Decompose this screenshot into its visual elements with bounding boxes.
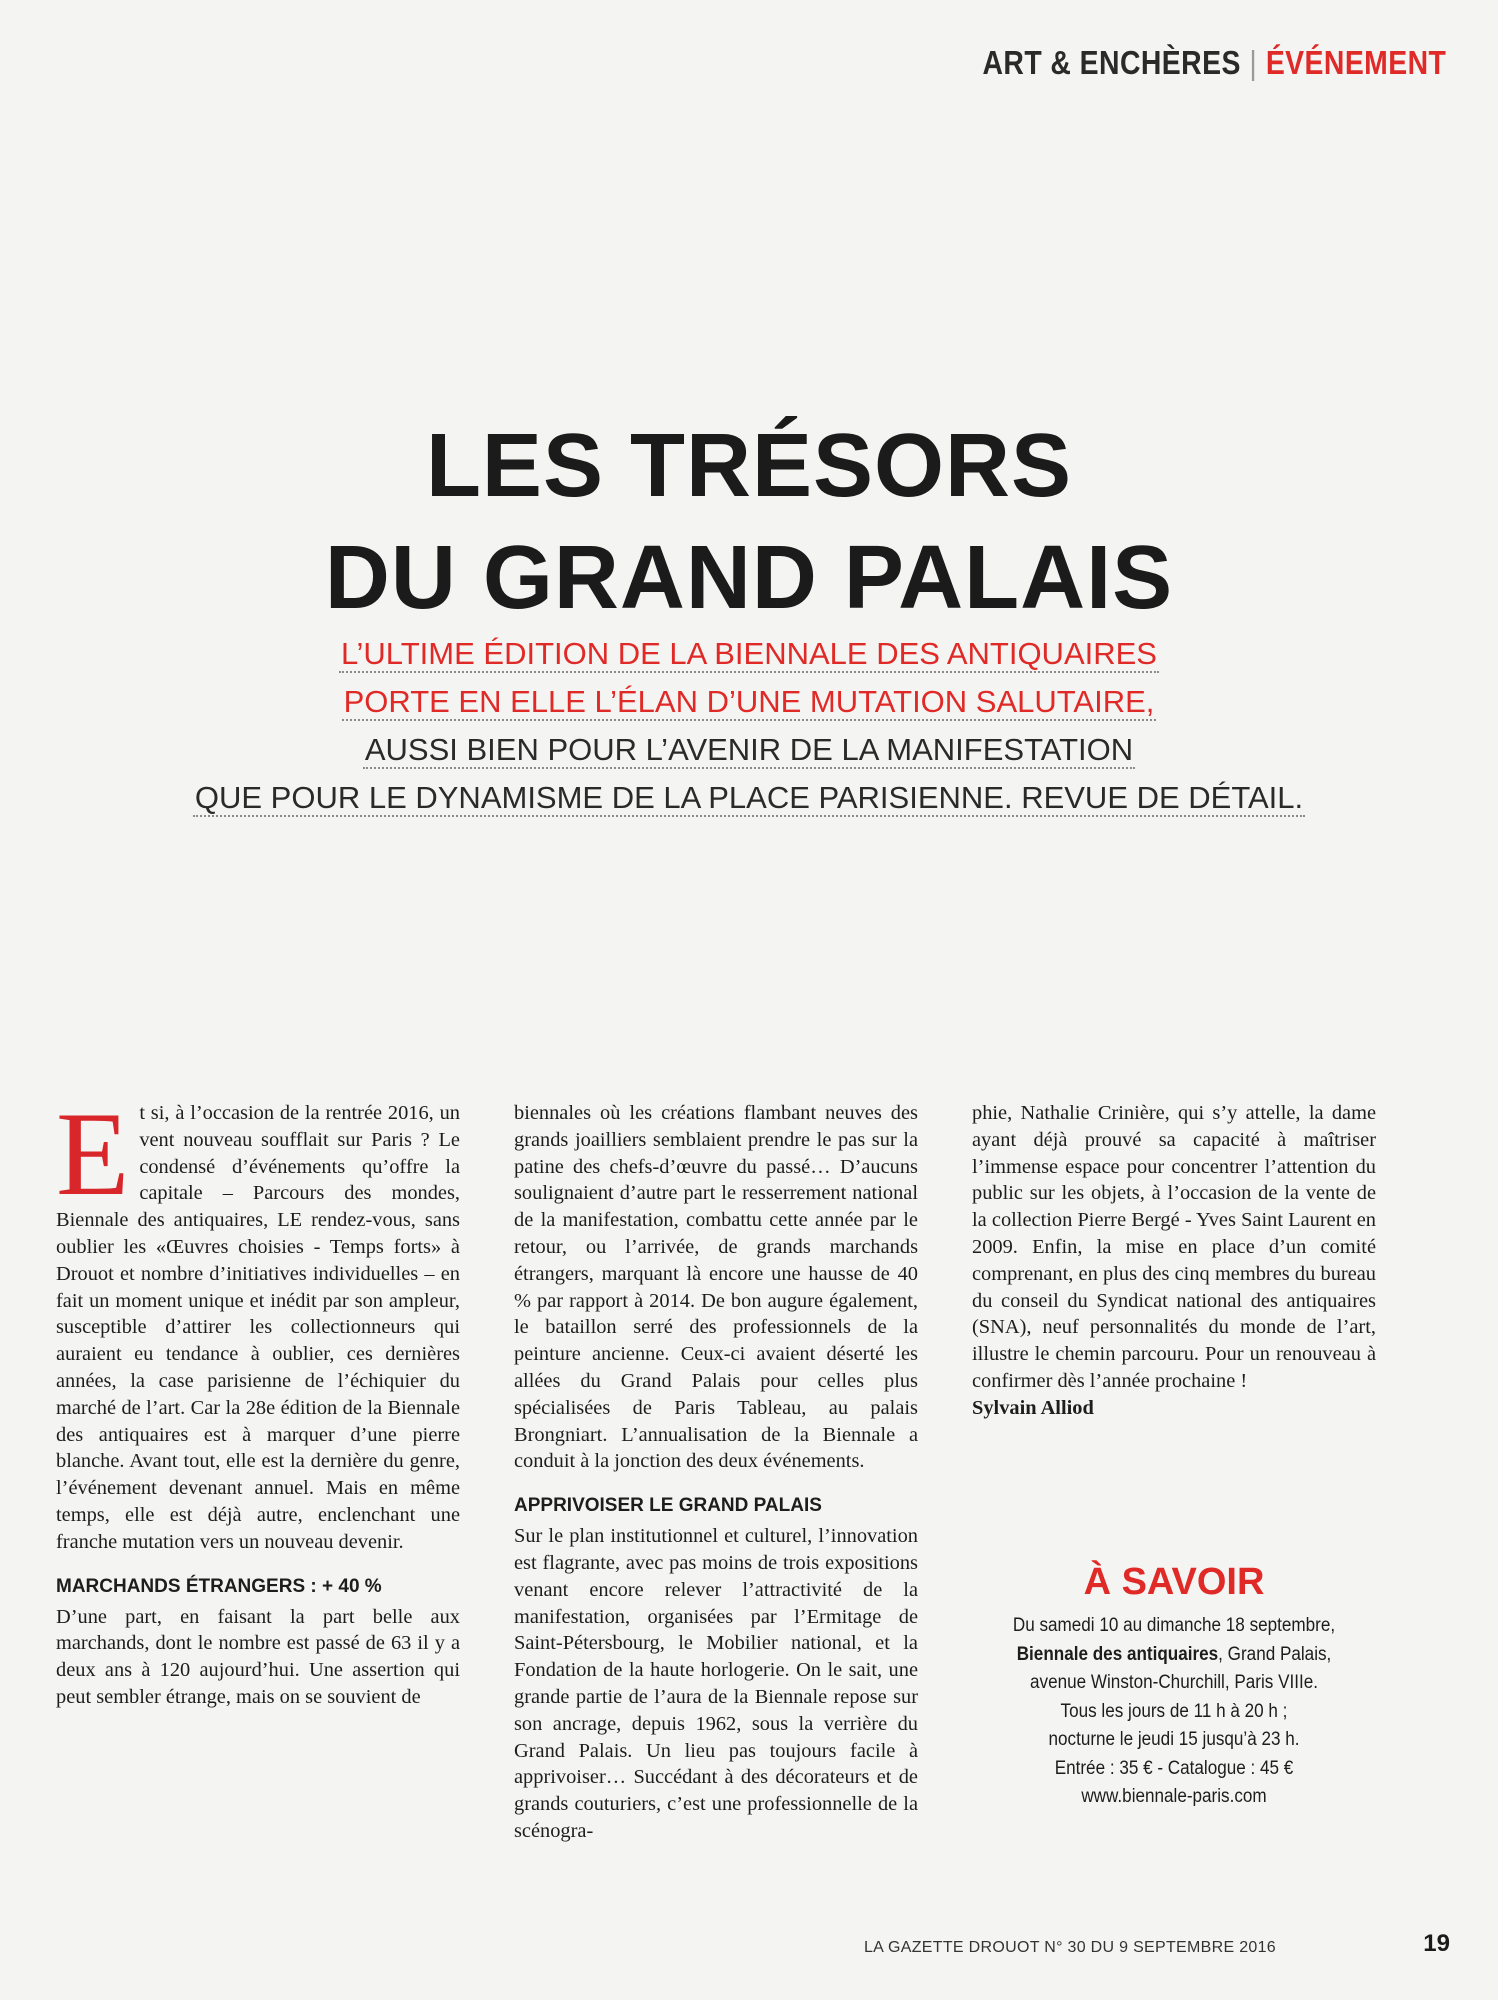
article-title: [0, 410, 1498, 634]
savoir-website[interactable]: www.biennale-paris.com: [1081, 1786, 1267, 1807]
paragraph-2: D’une part, en faisant la part belle aux marchands, dont le nombre est passé de 63 il y a deux ans à 120 aujourd’hui. Une assertion qui peut sembler étrange, mais on se souvient de: [56, 1605, 460, 1708]
category-label: ÉVÉNEMENT: [1265, 44, 1446, 81]
savoir-event: [992, 1641, 1356, 1670]
deck-text-4: QUE POUR LE DYNAMISME DE LA PLACE PARISIENNE. REVUE DE DÉTAIL.: [194, 780, 1304, 815]
subhead-marchands: MARCHANDS ÉTRANGERS : + 40 %: [56, 1575, 382, 1597]
savoir-nocturne: nocturne le jeudi 15 jusqu’à 23 h.: [1048, 1729, 1300, 1750]
author-byline: Sylvain Alliod: [972, 1396, 1094, 1419]
article-column-1: [56, 1087, 460, 1711]
savoir-event-name: Biennale des antiquaires: [1016, 1643, 1219, 1665]
intro-text: t si, à l’occasion de la rentrée 2016, un vent nouveau soufflait sur Paris ? Le condensé d’événements qu’offre la capitale – Parcours des mondes, Biennale des antiquaires, LE rendez-vous, sans oublier les «Œuvres choisies - Temps forts» à Drouot et nombre d’initiatives individuelles – en fait un moment unique et inédit par son ampleur, susceptible d’attirer les collectionneurs qui auraient eu tendance à oublier, ces dernières années, la case parisienne de l’échiquier du marché de l’art. Car la 28e édition de la Biennale des antiquaires est à marquer d’une pierre blanche. Avant tout, elle est la dernière du genre, l’événement devenant annuel. Mais en même temps, elle est déjà autre, enclenchant une franche mutation vers un nouveau devenir.: [56, 1102, 460, 1553]
paragraph-5: phie, Nathalie Crinière, qui s’y attelle, la dame ayant déjà prouvé sa capacité à maîtriser l’immense espace pour concentrer l’attention du public sur les objets, à l’occasion de la vente de la collection Pierre Bergé - Yves Saint Laurent en 2009. Enfin, la mise en place d’un comité comprenant, en plus des cinq membres du bureau du conseil du Syndicat national des antiquaires (SNA), neuf personnalités du monde de l’art, illustre le chemin parcouru. Pour un renouveau à confirmer dès l’année prochaine !: [972, 1102, 1376, 1392]
deck-line-1: [0, 630, 1498, 678]
section-header: [982, 44, 1446, 82]
a-savoir-title: À SAVOIR: [1083, 1561, 1265, 1603]
deck-text-1: L’ULTIME ÉDITION DE LA BIENNALE DES ANTIQUAIRES: [341, 636, 1157, 671]
deck-text-3: AUSSI BIEN POUR L’AVENIR DE LA MANIFESTATION: [364, 732, 1134, 767]
publication-footer: LA GAZETTE DROUOT N° 30 DU 9 SEPTEMBRE 2016: [863, 1939, 1276, 1956]
paragraph-4: Sur le plan institutionnel et culturel, l’innovation est flagrante, avec pas moins de trois expositions venant encore relever l’attractivité de la manifestation, organisées par l’Ermitage de Saint-Pétersbourg, le Mobilier national, et la Fondation de la haute horlogerie. On le sait, une grande partie de l’aura de la Biennale repose sur son ancrage, depuis 1962, sous la verrière du Grand Palais. Un lieu pas toujours facile à apprivoiser… Succédant à des décorateurs et de grands couturiers, c’est une professionnelle de la scénogra-: [514, 1525, 918, 1842]
paragraph-3: biennales où les créations flambant neuves des grands joailliers semblaient prendre le pas sur la patine des chefs-d’œuvre du passé… D’aucuns soulignaient d’autre part le resserrement national de la manifestation, combattu cette année par le retour, ou l’arrivée, de grands marchands étrangers, marquant là encore une hausse de 40 % par rapport à 2014. De bon augure également, le bataillon serré des professionnels de la peinture ancienne. Ceux-ci avaient déserté les allées du Grand Palais pour celles plus spécialisées de Paris Tableau, au palais Brongniart. L’annualisation de la Biennale a conduit à la jonction des deux événements.: [514, 1102, 918, 1473]
page-number: 19: [1423, 1930, 1450, 1957]
article-deck: [0, 630, 1498, 822]
section-label: ART & ENCHÈRES: [982, 44, 1241, 81]
savoir-hours: Tous les jours de 11 h à 20 h ;: [1060, 1700, 1288, 1722]
savoir-dates: Du samedi 10 au dimanche 18 septembre,: [1012, 1615, 1336, 1636]
savoir-prices: Entrée : 35 € - Catalogue : 45 €: [1054, 1757, 1294, 1779]
intro-paragraph: [56, 1087, 460, 1556]
drop-cap: E: [56, 1087, 130, 1220]
deck-line-2: [0, 678, 1498, 726]
savoir-address: avenue Winston-Churchill, Paris VIIIe.: [1030, 1672, 1318, 1693]
article-column-3: [972, 1100, 1376, 1422]
article-column-2: [514, 1100, 918, 1845]
title-line-2: DU GRAND PALAIS: [324, 528, 1174, 628]
deck-line-4: [0, 774, 1498, 822]
deck-line-3: [0, 726, 1498, 774]
subhead-apprivoiser: APPRIVOISER LE GRAND PALAIS: [514, 1495, 822, 1517]
savoir-venue: , Grand Palais,: [1218, 1643, 1332, 1665]
a-savoir-box: [972, 1558, 1376, 1812]
a-savoir-body: [992, 1612, 1356, 1812]
header-separator: |: [1249, 44, 1257, 81]
title-line-1: LES TRÉSORS: [425, 416, 1073, 516]
deck-text-2: PORTE EN ELLE L’ÉLAN D’UNE MUTATION SALUTAIRE,: [343, 684, 1155, 719]
